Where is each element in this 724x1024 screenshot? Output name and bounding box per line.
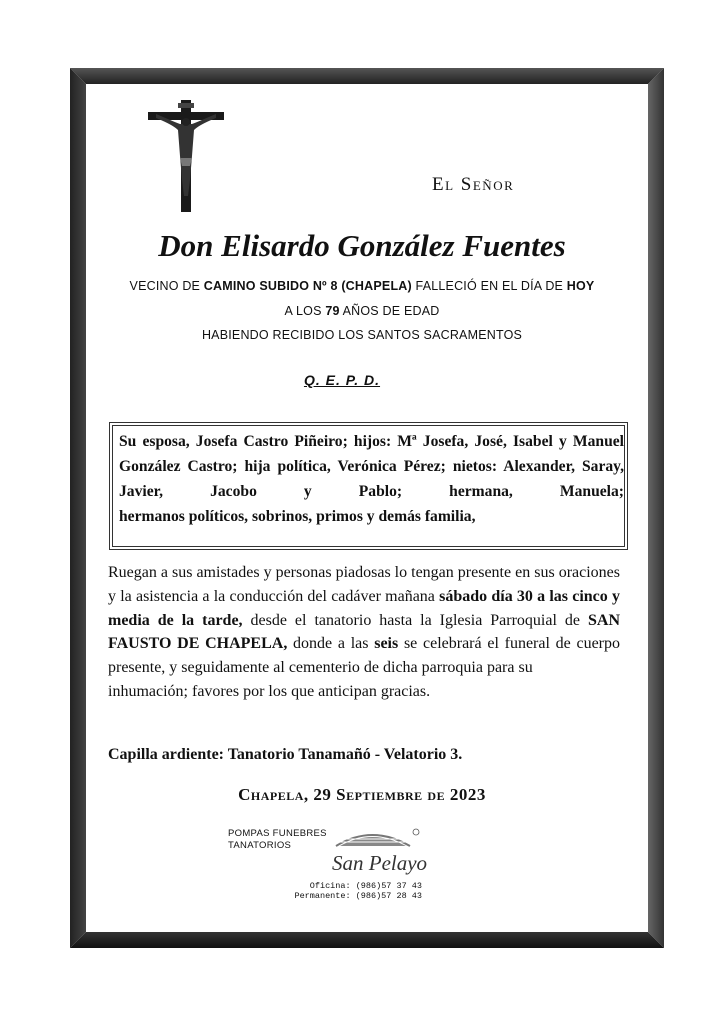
body-part-4: se celebrará el funeral de cuerpo presente, y seguidamente al cementerio de dicha parroquia para su <box>108 635 620 677</box>
san-pelayo-logo <box>326 826 430 888</box>
frame-border-bottom <box>70 932 664 948</box>
office-phone: Oficina: (986)57 37 43 <box>309 881 422 891</box>
body-part-1: Ruegan a sus amistades y personas piadosas lo tengan presente en sus oraciones y la asistencia a la conducción del cadáver mañana <box>108 564 620 605</box>
age-line <box>80 304 644 318</box>
place-date: Chapela, 29 Septiembre de 2023 <box>238 785 486 804</box>
deceased-name: Don Elisardo González Fuentes <box>158 228 566 263</box>
age-suffix: AÑOS DE EDAD <box>339 304 440 318</box>
frame-border-top <box>70 68 664 84</box>
title-el-senor: El Señor <box>432 174 515 195</box>
death-day: HOY <box>566 279 595 293</box>
body-part-2: desde el tanatorio hasta la Iglesia Parroquial de <box>242 611 588 629</box>
body-church: SAN FAUSTO DE CHAPELA, <box>108 611 620 653</box>
family-text <box>112 425 625 547</box>
body-time: sábado día 30 a las cinco y media de la tarde, <box>108 587 621 629</box>
sacraments-line: HABIENDO RECIBIDO LOS SANTOS SACRAMENTOS <box>201 328 523 342</box>
family-line-1: Su esposa, Josefa Castro Piñeiro; hijos: Mª Josefa, José, Isabel y <box>119 433 567 450</box>
age-prefix: A LOS <box>284 304 326 318</box>
frame-border-right <box>648 68 664 948</box>
death-text: FALLECIÓ EN EL DÍA DE <box>411 279 567 293</box>
logo-text: San Pelayo <box>332 851 428 875</box>
crucifix-icon <box>148 100 224 212</box>
body-hour: seis <box>374 635 399 653</box>
announcement-body <box>108 561 620 704</box>
family-line-3: Alexander, Saray, Javier, Jacobo y Pablo; hermana, Manuela; <box>119 458 625 500</box>
residence-address: CAMINO SUBIDO Nº 8 (CHAPELA) <box>203 279 412 293</box>
company-line-2: TANATORIOS <box>228 840 292 851</box>
company-name <box>228 828 327 852</box>
family-line-4: hermanos políticos, sobrinos, primos y demás familia, <box>119 508 476 525</box>
frame-border-left <box>70 68 86 948</box>
chapel-info: Capilla ardiente: Tanatorio Tanamañó - Velatorio 3. <box>108 746 463 763</box>
family-box <box>109 422 628 550</box>
body-part-3: donde a las <box>287 635 375 653</box>
residence-prefix: VECINO DE <box>129 279 204 293</box>
body-part-5: inhumación; favores por los que anticipan gracias. <box>108 682 431 700</box>
family-line-2: Manuel González Castro; hija política, Verónica Pérez; nietos: <box>119 433 624 475</box>
company-line-1: POMPAS FUNEBRES <box>228 828 327 839</box>
age-value: 79 <box>325 304 340 318</box>
permanent-phone: Permanente: (986)57 28 43 <box>294 891 422 901</box>
phone-numbers <box>282 881 422 901</box>
residence-line <box>80 279 644 293</box>
qepd-label: Q. E. P. D. <box>303 372 381 388</box>
